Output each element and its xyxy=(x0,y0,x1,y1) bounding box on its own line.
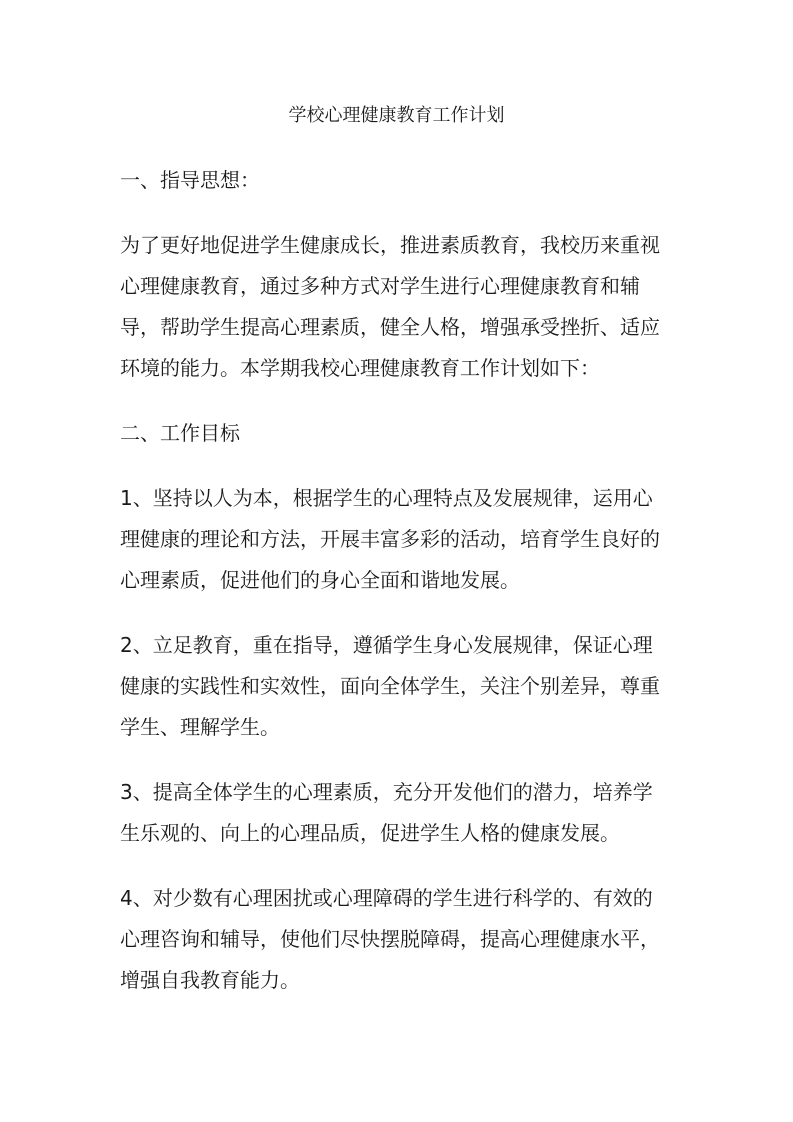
goal-item-1 xyxy=(120,478,680,601)
goal-item-2 xyxy=(120,625,680,748)
text-line: 心理健康教育，通过多种方式对学生进行心理健康教育和辅 xyxy=(120,274,640,298)
text-line: 学生、理解学生。 xyxy=(120,715,280,739)
text-line: 1、坚持以人为本，根据学生的心理特点及发展规律，运用心 xyxy=(120,486,653,510)
text-line: 为了更好地促进学生健康成长，推进素质教育，我校历来重视 xyxy=(120,233,660,257)
text-line: 导，帮助学生提高心理素质，健全人格，增强承受挫折、适应 xyxy=(120,315,660,339)
text-line: 4、对少数有心理困扰或心理障碍的学生进行科学的、有效的 xyxy=(120,886,653,910)
text-line: 心理素质，促进他们的身心全面和谐地发展。 xyxy=(120,568,520,592)
text-line: 增强自我教育能力。 xyxy=(120,968,300,992)
text-line: 3、提高全体学生的心理素质，充分开发他们的潜力，培养学 xyxy=(120,780,653,804)
goal-item-4 xyxy=(120,878,680,1001)
intro-paragraph xyxy=(120,225,680,389)
document-body xyxy=(120,160,680,1025)
document-title: 学校心理健康教育工作计划 xyxy=(288,105,505,126)
text-line: 环境的能力。本学期我校心理健康教育工作计划如下： xyxy=(120,356,600,380)
section-heading-work-goals: 二、工作目标 xyxy=(120,421,240,445)
text-line: 生乐观的、向上的心理品质，促进学生人格的健康发展。 xyxy=(120,821,620,845)
goal-item-3 xyxy=(120,772,680,854)
text-line: 心理咨询和辅导，使他们尽快摆脱障碍，提高心理健康水平， xyxy=(120,927,660,951)
text-line: 健康的实践性和实效性，面向全体学生，关注个别差异，尊重 xyxy=(120,674,660,698)
section-heading-guiding-ideology: 一、指导思想： xyxy=(120,168,260,192)
text-line: 理健康的理论和方法，开展丰富多彩的活动，培育学生良好的 xyxy=(120,527,660,551)
text-line: 2、立足教育，重在指导，遵循学生身心发展规律，保证心理 xyxy=(120,633,653,657)
